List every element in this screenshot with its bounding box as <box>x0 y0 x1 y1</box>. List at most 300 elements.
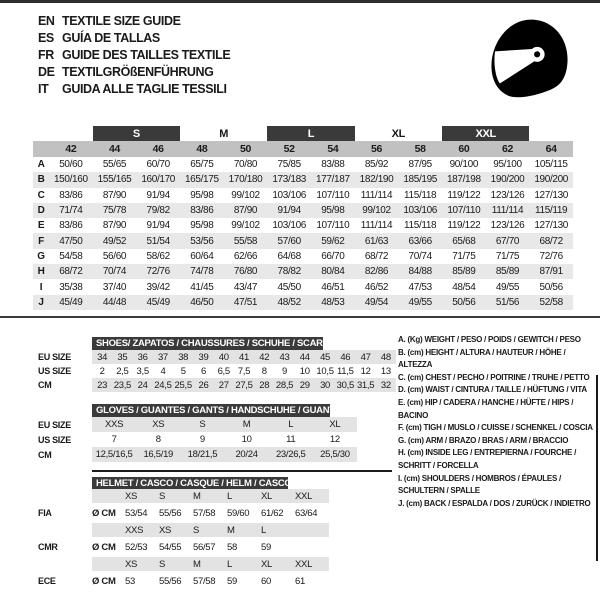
measurement-row-label: I <box>39 281 43 293</box>
measurement-value-cell: 190/200 <box>490 174 525 186</box>
measurement-value-cell: 55/65 <box>102 159 127 171</box>
numeric-size-cell: 52 <box>283 143 295 155</box>
measurement-value-cell: 187/198 <box>446 174 481 186</box>
measurement-row-label: B <box>37 174 45 186</box>
measurement-value-cell: 99/102 <box>362 205 391 217</box>
value-cell: 27 <box>218 379 229 391</box>
legend-item: I. (cm) SHOULDERS / HOMBROS / ÉPAULES / SCHULTERN / SPALLE <box>398 473 562 496</box>
value-cell: XXS <box>105 419 124 430</box>
value-cell: 48 <box>380 351 391 363</box>
value-cell: XS <box>125 490 138 502</box>
numeric-size-cell: 50 <box>240 143 251 155</box>
value-cell: 13 <box>380 365 391 377</box>
measurement-value-cell: 51/54 <box>146 235 170 247</box>
value-cell: 31,5 <box>356 379 375 391</box>
value-cell: 25,5 <box>174 379 192 391</box>
value-cell: 7,5 <box>237 365 251 377</box>
value-cell: XS <box>159 524 172 536</box>
measurement-value-cell: 35/38 <box>59 281 83 293</box>
measurement-value-cell: 51/56 <box>495 296 520 308</box>
value-cell: 37 <box>157 351 168 363</box>
table-row <box>33 489 329 503</box>
measurement-value-cell: 95/100 <box>493 159 522 171</box>
right-border-line <box>596 375 598 561</box>
measurement-value-cell: 71/74 <box>59 205 83 217</box>
measurement-value-cell: 95/98 <box>321 205 345 217</box>
table-row <box>33 233 573 248</box>
value-cell: 32 <box>380 379 391 391</box>
value-cell: 5 <box>180 365 186 377</box>
measurement-value-cell: 65/75 <box>190 159 214 171</box>
measurement-value-cell: 66/70 <box>321 250 345 262</box>
legend-item: B. (cm) HEIGHT / ALTURA / HAUTEUR / HÖHE / ALTEZZA <box>398 347 566 370</box>
measurement-value-cell: 52/58 <box>539 296 563 308</box>
unit-cell: Ø CM <box>92 507 116 519</box>
table-row <box>33 447 357 462</box>
size-group-label: L <box>267 126 354 141</box>
value-cell: 40 <box>218 351 229 363</box>
value-cell: 28,5 <box>275 379 294 391</box>
size-group-label: S <box>93 126 180 141</box>
unit-cell: Ø CM <box>92 575 116 587</box>
row-values <box>92 432 357 447</box>
value-cell: 28 <box>259 379 270 391</box>
value-cell: 9 <box>199 434 205 445</box>
size-group-label: XXL <box>442 126 529 141</box>
value-cell: 47 <box>360 351 371 363</box>
language-row <box>38 29 230 46</box>
numeric-size-cell: 48 <box>196 143 208 155</box>
measurement-value-cell: 165/175 <box>184 174 219 186</box>
unit-cell: Ø CM <box>92 541 116 553</box>
measurement-value-cell: 103/106 <box>403 205 438 217</box>
value-cell: 55/56 <box>159 507 182 519</box>
measurement-value-cell: 74/78 <box>190 266 214 278</box>
value-cell: 41 <box>239 351 249 363</box>
row-values <box>92 537 329 557</box>
value-cell: 57/58 <box>193 575 216 587</box>
measurement-value-cell: 84/88 <box>408 266 432 278</box>
value-cell: 30,5 <box>336 379 354 391</box>
legend-item: J. (cm) BACK / ESPALDA / DOS / ZURÜCK / INDIETRO <box>398 498 591 508</box>
language-code: FR <box>38 47 54 62</box>
table-row <box>33 203 573 218</box>
value-cell: 43 <box>279 351 290 363</box>
measurement-value-cell: 83/86 <box>59 189 83 201</box>
value-cell: 61 <box>295 575 305 587</box>
measurement-value-cell: 105/115 <box>534 159 568 171</box>
value-cell: L <box>227 490 232 502</box>
table-row <box>33 350 396 364</box>
measurement-value-cell: 62/66 <box>233 250 258 262</box>
value-cell: 35 <box>117 351 128 363</box>
measurement-value-cell: 54/58 <box>59 250 83 262</box>
table-row <box>33 557 329 571</box>
value-cell: 3,5 <box>136 365 149 377</box>
measurement-value-cell: 50/60 <box>59 159 83 171</box>
measurement-value-cell: 45/49 <box>146 296 170 308</box>
value-cell: 25,5/30 <box>320 449 350 460</box>
row-label: EU SIZE <box>38 419 71 430</box>
guide-title: GUÍA DE TALLAS <box>62 30 160 45</box>
top-border-line <box>0 0 600 3</box>
measurement-value-cell: 65/68 <box>452 235 476 247</box>
value-cell: 34 <box>97 351 108 363</box>
value-cell: 59 <box>261 541 271 553</box>
unit-cell <box>92 523 125 537</box>
value-cell: 11,5 <box>337 365 354 377</box>
gloves-helmet-divider-line <box>92 470 392 472</box>
measurement-value-cell: 41/45 <box>190 281 214 293</box>
row-values <box>92 503 329 523</box>
measurement-value-cell: 82/86 <box>364 266 389 278</box>
section-divider-line <box>0 316 600 318</box>
row-label: EU SIZE <box>38 352 71 362</box>
row-label <box>33 489 92 503</box>
numeric-size-cell: 42 <box>65 143 77 155</box>
measurement-value-cell: 99/102 <box>231 189 260 201</box>
measurement-value-cell: 50/56 <box>539 281 563 293</box>
value-cell <box>295 523 329 537</box>
value-cell: XXL <box>295 490 313 502</box>
table-row <box>33 378 396 392</box>
measurement-value-cell: 47/50 <box>59 235 83 247</box>
legend-item: E. (cm) HIP / CADERA / HANCHE / HÜFTE / HIPS / BACINO <box>398 397 574 420</box>
numeric-size-cell: 58 <box>414 143 426 155</box>
value-cell: S <box>159 490 166 502</box>
measurement-value-cell: 150/160 <box>53 174 88 186</box>
value-cell: L <box>288 419 294 430</box>
value-cell: 23 <box>97 379 108 391</box>
measurement-value-cell: 70/74 <box>408 250 432 262</box>
guide-title: TEXTILGRÖßENFÜHRUNG <box>62 64 214 79</box>
legend-item: C. (cm) CHEST / PECHO / POITRINE / TRUHE / PETTO <box>398 372 590 382</box>
measurement-value-cell: 75/85 <box>277 159 301 171</box>
value-cell: 23/26,5 <box>275 449 306 460</box>
measurement-value-cell: 60/64 <box>190 250 214 262</box>
measurement-value-cell: 119/122 <box>447 220 481 232</box>
measurement-value-cell: 85/92 <box>364 159 389 171</box>
numeric-size-cell: 46 <box>152 143 164 155</box>
measurement-value-cell: 91/94 <box>277 205 301 217</box>
measurement-value-cell: 70/74 <box>102 266 127 278</box>
measurement-value-cell: 177/187 <box>315 174 350 186</box>
row-label: US SIZE <box>38 366 71 376</box>
measurement-value-cell: 90/100 <box>449 159 479 171</box>
value-cell: 8 <box>155 434 161 445</box>
measurement-value-cell: 67/70 <box>495 235 520 247</box>
measurement-value-cell: 173/183 <box>272 174 307 186</box>
language-code: ES <box>38 30 54 45</box>
value-cell: M <box>193 558 201 570</box>
measurement-value-cell: 87/95 <box>408 159 432 171</box>
measurement-value-cell: 107/110 <box>316 189 350 201</box>
measurement-value-cell: 72/76 <box>539 250 563 262</box>
measurement-value-cell: 103/106 <box>272 189 307 201</box>
numeric-size-cell: 56 <box>371 143 382 155</box>
row-label: US SIZE <box>38 434 71 445</box>
table-row <box>33 249 573 264</box>
measurement-value-cell: 46/50 <box>190 296 214 308</box>
measurement-value-cell: 91/94 <box>146 189 170 201</box>
measurement-value-cell: 85/89 <box>452 266 476 278</box>
row-label <box>33 557 92 571</box>
value-cell: 20/24 <box>235 449 258 460</box>
table-row <box>33 157 573 172</box>
measurement-value-cell: 111/114 <box>491 205 524 217</box>
measurement-value-cell: 49/54 <box>364 296 389 308</box>
measurement-row-label: E <box>37 220 45 232</box>
value-cell: 24,5 <box>154 379 172 391</box>
value-cell: 30 <box>320 379 331 391</box>
table-row <box>33 218 573 233</box>
value-cell: 16,5/19 <box>143 449 174 460</box>
measurement-value-cell: 72/76 <box>146 266 170 278</box>
value-cell: 4 <box>160 365 166 377</box>
measurement-value-cell: 103/106 <box>272 220 307 232</box>
table-title-bar: HELMET / CASCO / CASQUE / HELM / CASCO <box>92 477 288 489</box>
value-cell: 29 <box>299 379 310 391</box>
value-cell: 6 <box>200 365 206 377</box>
table-row <box>33 279 573 294</box>
size-group-header-row <box>33 126 573 141</box>
value-cell: 54/55 <box>159 541 182 553</box>
value-cell: 52/53 <box>125 541 148 553</box>
value-cell: 2,5 <box>116 365 129 377</box>
measurement-value-cell: 123/126 <box>490 189 525 201</box>
value-cell: 24 <box>137 379 148 391</box>
row-values <box>92 523 329 537</box>
value-cell: 10 <box>241 434 252 445</box>
measurement-value-cell: 68/72 <box>364 250 389 262</box>
measurement-value-cell: 115/119 <box>535 205 568 217</box>
measurement-value-cell: 111/114 <box>360 220 393 232</box>
helmet-size-table <box>33 477 329 591</box>
table-row <box>33 264 573 279</box>
measurement-value-cell: 83/86 <box>190 205 214 217</box>
table-row <box>33 432 357 447</box>
measurement-value-cell: 57/60 <box>277 235 301 247</box>
legend-item: G. (cm) ARM / BRAZO / BRAS / ARM / BRACCIO <box>398 435 569 445</box>
value-cell: 12 <box>360 365 371 377</box>
value-cell: L <box>261 524 266 536</box>
value-cell: S <box>193 524 200 536</box>
legend-item: F. (cm) TIGH / MUSLO / CUISSE / SCHENKEL / COSCIA <box>398 423 593 433</box>
table-title-bar: SHOES/ ZAPATOS / CHAUSSURES / SCHUHE / SCARPE <box>92 337 323 350</box>
measurement-value-cell: 190/200 <box>534 174 569 186</box>
measurement-value-cell: 71/75 <box>495 250 520 262</box>
value-cell: 8 <box>261 365 267 377</box>
measurement-value-cell: 182/190 <box>359 174 394 186</box>
measurement-value-cell: 68/72 <box>59 266 83 278</box>
language-code: DE <box>38 64 55 79</box>
language-code: EN <box>38 13 55 28</box>
numeric-size-cell: 62 <box>502 143 513 155</box>
measurement-value-cell: 47/51 <box>233 296 258 308</box>
language-row <box>38 46 230 63</box>
value-cell: 53/54 <box>125 507 148 519</box>
measurement-rows <box>33 157 573 310</box>
value-cell: 12,5/16,5 <box>95 449 133 460</box>
measurement-value-cell: 185/195 <box>403 174 438 186</box>
numeric-size-row <box>33 141 573 157</box>
value-cell: 2 <box>99 365 105 377</box>
value-cell: 59/60 <box>227 507 250 519</box>
value-cell: 10,5 <box>316 365 334 377</box>
measurement-value-cell: 59/62 <box>321 235 345 247</box>
table-row <box>33 523 329 537</box>
measurement-value-cell: 49/55 <box>495 281 520 293</box>
row-values <box>92 417 357 432</box>
measurement-value-cell: 50/56 <box>452 296 476 308</box>
value-cell: 42 <box>259 351 270 363</box>
language-row <box>38 80 230 97</box>
measurement-value-cell: 87/90 <box>102 220 127 232</box>
value-cell: 27,5 <box>235 379 253 391</box>
legend-item: A. (Kg) WEIGHT / PESO / POIDS / GEWITCH / PESO <box>398 335 581 344</box>
value-cell: M <box>227 524 235 536</box>
measurement-row-label: A <box>37 159 45 171</box>
measurement-value-cell: 48/54 <box>452 281 476 293</box>
measurement-value-cell: 115/118 <box>404 220 437 232</box>
measurement-row-label: J <box>38 296 44 308</box>
value-cell: 23,5 <box>113 379 132 391</box>
measurement-value-cell: 83/88 <box>321 159 345 171</box>
measurement-value-cell: 64/68 <box>277 250 301 262</box>
value-cell: XL <box>261 558 273 570</box>
numeric-row-spacer <box>33 141 49 157</box>
measurement-value-cell: 127/130 <box>534 220 569 232</box>
value-cell: 61/62 <box>261 507 284 519</box>
table-row <box>33 537 329 557</box>
language-row <box>38 12 230 29</box>
value-cell: 9 <box>282 365 288 377</box>
row-label: CMR <box>38 542 58 552</box>
measurement-value-cell: 87/90 <box>102 189 127 201</box>
measurement-value-cell: 46/52 <box>364 281 389 293</box>
measurement-value-cell: 107/110 <box>316 220 350 232</box>
language-row <box>38 63 230 80</box>
language-code: IT <box>38 81 49 96</box>
measurement-value-cell: 49/52 <box>102 235 127 247</box>
table-row <box>33 417 357 432</box>
value-cell: XL <box>329 419 341 430</box>
row-values <box>92 378 396 392</box>
table-title-bar: GLOVES / GUANTES / GANTS / HANDSCHUHE / GUANTI <box>92 404 330 417</box>
guide-title: GUIDA ALLE TAGLIE TESSILI <box>62 81 227 96</box>
row-label <box>33 523 92 537</box>
numeric-size-cell: 64 <box>545 143 557 155</box>
value-cell <box>295 537 329 557</box>
measurement-row-label: H <box>37 266 45 278</box>
measurement-value-cell: 55/58 <box>233 235 258 247</box>
row-label: CM <box>38 449 52 460</box>
measurement-value-cell: 155/165 <box>97 174 132 186</box>
value-cell: XS <box>125 558 138 570</box>
unit-cell <box>92 557 125 571</box>
value-cell: 6,5 <box>217 365 230 377</box>
row-values <box>92 557 329 571</box>
measurement-value-cell: 61/63 <box>364 235 389 247</box>
value-cell: 46 <box>340 351 351 363</box>
measurement-value-cell: 80/84 <box>321 266 345 278</box>
row-label: FIA <box>38 508 52 518</box>
measurement-value-cell: 60/70 <box>146 159 170 171</box>
numeric-size-cell: 54 <box>327 143 339 155</box>
value-cell: XXL <box>295 558 313 570</box>
row-values <box>92 350 396 364</box>
measurement-row-label: D <box>37 205 45 217</box>
value-cell: 11 <box>286 434 296 445</box>
measurement-value-cell: 43/47 <box>233 281 258 293</box>
measurement-row-label: F <box>38 235 44 247</box>
numeric-size-cell: 44 <box>109 143 120 155</box>
value-cell: 59 <box>227 575 237 587</box>
row-values <box>92 364 396 378</box>
measurement-value-cell: 87/91 <box>539 266 563 278</box>
measurement-value-cell: 58/62 <box>146 250 170 262</box>
measurement-value-cell: 91/94 <box>146 220 170 232</box>
value-cell: L <box>227 558 232 570</box>
value-cell: M <box>193 490 201 502</box>
value-cell: 38 <box>178 351 189 363</box>
value-cell: 10 <box>299 365 310 377</box>
language-title-list <box>38 12 230 97</box>
measurement-value-cell: 76/80 <box>233 266 258 278</box>
textile-size-table <box>33 126 573 310</box>
measurement-value-cell: 47/53 <box>408 281 432 293</box>
measurement-value-cell: 45/50 <box>277 281 301 293</box>
table-row <box>33 188 573 203</box>
numeric-size-cell: 60 <box>458 143 470 155</box>
value-cell: S <box>159 558 166 570</box>
value-cell: 7 <box>111 434 117 445</box>
value-cell: XS <box>152 419 165 430</box>
value-cell: 45 <box>320 351 331 363</box>
measurement-row-label: C <box>37 189 45 201</box>
measurement-value-cell: 119/122 <box>447 189 481 201</box>
measurement-value-cell: 53/56 <box>190 235 214 247</box>
measurement-value-cell: 37/40 <box>102 281 127 293</box>
value-cell: 39 <box>198 351 209 363</box>
table-row <box>33 571 329 591</box>
unit-cell <box>92 489 125 503</box>
measurement-value-cell: 99/102 <box>231 220 260 232</box>
measurement-value-cell: 123/126 <box>490 220 525 232</box>
measurement-value-cell: 79/82 <box>146 205 170 217</box>
racing-helmet-icon <box>484 12 572 106</box>
row-label: ECE <box>38 576 56 586</box>
measurement-value-cell: 71/75 <box>452 250 476 262</box>
measurement-value-cell: 63/66 <box>408 235 432 247</box>
measurement-value-cell: 127/130 <box>534 189 569 201</box>
value-cell: 12 <box>329 434 340 445</box>
guide-title: TEXTILE SIZE GUIDE <box>62 13 181 28</box>
value-cell: 63/64 <box>295 507 318 519</box>
size-group-label: M <box>219 127 229 140</box>
value-cell: XXS <box>125 524 144 536</box>
measurement-value-cell: 48/52 <box>277 296 301 308</box>
value-cell: 26 <box>198 379 209 391</box>
value-cell: 60 <box>261 575 271 587</box>
measurement-row-label: G <box>37 250 45 262</box>
measurement-legend <box>398 334 600 510</box>
value-cell: 36 <box>137 351 148 363</box>
measurement-value-cell: 49/55 <box>408 296 432 308</box>
guide-title: GUIDE DES TAILLES TEXTILE <box>62 47 231 62</box>
legend-item: H. (cm) INSIDE LEG / ENTREPIERNA / FOURCHE / SCHRITT / FORCELLA <box>398 448 577 470</box>
table-row <box>33 295 573 310</box>
